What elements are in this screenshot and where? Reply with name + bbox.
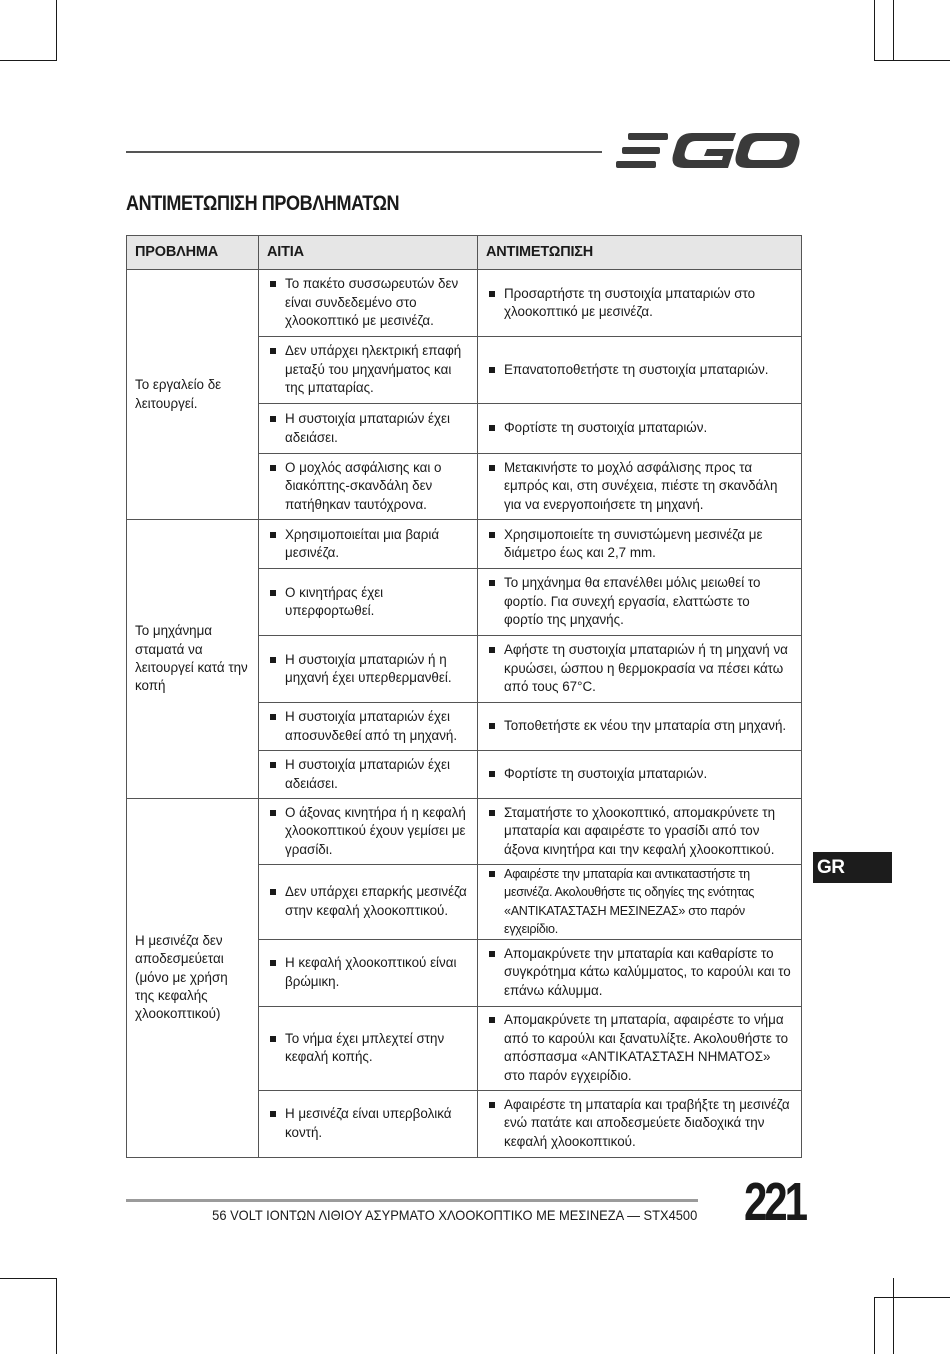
page-number: 221 xyxy=(744,1172,805,1232)
bullet-icon xyxy=(270,1036,276,1042)
crop-mark xyxy=(874,60,950,61)
bullet-icon xyxy=(489,291,495,297)
crop-mark xyxy=(893,1278,894,1354)
bullet-icon xyxy=(270,590,276,596)
cause-cell: Η συστοιχία μπαταριών έχει αδειάσει. xyxy=(259,751,478,799)
cause-cell: Δεν υπάρχει ηλεκτρική επαφή μεταξύ του μηχανήματος και της μπαταρίας. xyxy=(259,337,478,404)
bullet-icon xyxy=(270,810,276,816)
cause-cell: Η συστοιχία μπαταριών ή η μηχανή έχει υπερθερμανθεί. xyxy=(259,636,478,703)
cause-cell: Ο μοχλός ασφάλισης και ο διακόπτης-σκανδάλη δεν πατήθηκαν ταυτόχρονα. xyxy=(259,454,478,520)
header-cause: ΑΙΤΙΑ xyxy=(259,236,478,270)
solution-cell: Χρησιμοποιείτε τη συνιστώμενη μεσινέζα με διάμετρο έως και 2,7 mm. xyxy=(478,520,802,569)
header-problem: ΠΡΟΒΛΗΜΑ xyxy=(127,236,259,270)
bullet-icon xyxy=(489,951,495,957)
cause-cell: Χρησιμοποιείται μια βαριά μεσινέζα. xyxy=(259,520,478,569)
bullet-icon xyxy=(489,465,495,471)
bullet-icon xyxy=(270,532,276,538)
footer-product-title: 56 VOLT ΙΟΝΤΩΝ ΛΙΘΙΟΥ ΑΣΥΡΜΑΤΟ ΧΛΟΟΚΟΠΤΙΚΟ ΜΕ ΜΕΣΙΝΕΖΑ — STX4500 xyxy=(211,1207,697,1223)
cause-cell: Το πακέτο συσσωρευτών δεν είναι συνδεδεμένο στο χλοοκοπτικό με μεσινέζα. xyxy=(259,270,478,337)
solution-cell: Μετακινήστε το μοχλό ασφάλισης προς τα εμπρός και, στη συνέχεια, πιέστε τη σκανδάλη για να ενεργοποιήσετε τη μηχανή. xyxy=(478,454,802,520)
bullet-icon xyxy=(489,871,495,877)
solution-cell: Φορτίστε τη συστοιχία μπαταριών. xyxy=(478,751,802,799)
bullet-icon xyxy=(270,762,276,768)
cause-cell: Η συστοιχία μπαταριών έχει αδειάσει. xyxy=(259,404,478,454)
bullet-icon xyxy=(489,771,495,777)
solution-cell: Επανατοποθετήστε τη συστοιχία μπαταριών. xyxy=(478,337,802,404)
bullet-icon xyxy=(270,714,276,720)
table-row xyxy=(127,270,802,337)
solution-cell: Τοποθετήστε εκ νέου την μπαταρία στη μηχανή. xyxy=(478,703,802,751)
cause-cell: Η κεφαλή χλοοκοπτικού είναι βρώμικη. xyxy=(259,939,478,1006)
ego-logo xyxy=(616,130,801,172)
bullet-icon xyxy=(270,465,276,471)
bullet-icon xyxy=(270,1111,276,1117)
solution-cell: Φορτίστε τη συστοιχία μπαταριών. xyxy=(478,404,802,454)
cause-cell: Το νήμα έχει μπλεχτεί στην κεφαλή κοπής. xyxy=(259,1006,478,1090)
bullet-icon xyxy=(270,348,276,354)
cause-cell: Η συστοιχία μπαταριών έχει αποσυνδεθεί από τη μηχανή. xyxy=(259,703,478,751)
solution-cell: Αφαιρέστε τη μπαταρία και τραβήξτε τη μεσινέζα ενώ πατάτε και αποδεσμεύετε διαδοχικά την κεφαλή χλοοκοπτικού. xyxy=(478,1090,802,1157)
solution-cell: Σταματήστε το χλοοκοπτικό, απομακρύνετε τη μπαταρία και αφαιρέστε το γρασίδι από τον άξονα κινητήρα και την κεφαλή χλοοκοπτικού. xyxy=(478,799,802,865)
bullet-icon xyxy=(489,425,495,431)
language-tab: GR xyxy=(813,852,892,883)
bullet-icon xyxy=(489,580,495,586)
problem-cell: Το εργαλείο δε λειτουργεί. xyxy=(127,270,259,520)
crop-mark xyxy=(0,60,57,61)
problem-cell: Το μηχάνημα σταματά να λειτουργεί κατά την κοπή xyxy=(127,520,259,799)
cause-cell: Ο άξονας κινητήρα ή η κεφαλή χλοοκοπτικού έχουν γεμίσει με γρασίδι. xyxy=(259,799,478,865)
cause-cell: Δεν υπάρχει επαρκής μεσινέζα στην κεφαλή χλοοκοπτικού. xyxy=(259,865,478,940)
bullet-icon xyxy=(270,281,276,287)
crop-mark xyxy=(893,0,894,60)
crop-mark xyxy=(874,0,875,60)
table-header-row xyxy=(127,236,802,270)
footer-rule xyxy=(126,1199,698,1202)
crop-mark xyxy=(0,1278,57,1279)
bullet-icon xyxy=(489,367,495,373)
bullet-icon xyxy=(270,889,276,895)
troubleshooting-table xyxy=(126,235,802,1158)
bullet-icon xyxy=(489,1102,495,1108)
bullet-icon xyxy=(489,1017,495,1023)
header-rule xyxy=(126,151,602,153)
solution-cell: Αφαιρέστε την μπαταρία και αντικαταστήστε τη μεσινέζα. Ακολουθήστε τις οδηγίες της ενότητας «ΑΝΤΙΚΑΤΑΣΤΑΣΗ ΜΕΣΙΝΕΖΑΣ» στο παρόν εγχειρίδιο. xyxy=(478,865,802,940)
page-title: ΑΝΤΙΜΕΤΩΠΙΣΗ ΠΡΟΒΛΗΜΑΤΩΝ xyxy=(126,192,400,215)
bullet-icon xyxy=(270,416,276,422)
crop-mark xyxy=(874,1297,875,1354)
solution-cell: Απομακρύνετε την μπαταρία και καθαρίστε το συγκρότημα κάτω καλύμματος, το καρούλι και το επάνω κάλυμμα. xyxy=(478,939,802,1006)
bullet-icon xyxy=(489,810,495,816)
header-solution: ΑΝΤΙΜΕΤΩΠΙΣΗ xyxy=(478,236,802,270)
bullet-icon xyxy=(270,960,276,966)
solution-cell: Προσαρτήστε τη συστοιχία μπαταριών στο χλοοκοπτικό με μεσινέζα. xyxy=(478,270,802,337)
solution-cell: Το μηχάνημα θα επανέλθει μόλις μειωθεί το φορτίο. Για συνεχή εργασία, ελαττώστε το φορτίο της μηχανής. xyxy=(478,569,802,636)
cause-cell: Η μεσινέζα είναι υπερβολικά κοντή. xyxy=(259,1090,478,1157)
crop-mark xyxy=(56,0,57,60)
table-row xyxy=(127,520,802,569)
bullet-icon xyxy=(489,723,495,729)
bullet-icon xyxy=(489,647,495,653)
bullet-icon xyxy=(489,532,495,538)
bullet-icon xyxy=(270,657,276,663)
solution-cell: Απομακρύνετε τη μπαταρία, αφαιρέστε το νήμα από το καρούλι και ξανατυλίξτε. Ακολουθήστε το απόσπασμα «ΑΝΤΙΚΑΤΑΣΤΑΣΗ ΝΗΜΑΤΟΣ» στο παρόν εγχειρίδιο. xyxy=(478,1006,802,1090)
crop-mark xyxy=(874,1297,950,1298)
table-row xyxy=(127,799,802,865)
cause-cell: Ο κινητήρας έχει υπερφορτωθεί. xyxy=(259,569,478,636)
solution-cell: Αφήστε τη συστοιχία μπαταριών ή τη μηχανή να κρυώσει, ώσπου η θερμοκρασία να πέσει κάτω από τους 67°C. xyxy=(478,636,802,703)
crop-mark xyxy=(56,1278,57,1354)
problem-cell: Η μεσινέζα δεν αποδεσμεύεται (μόνο με χρήση της κεφαλής χλοοκοπτικού) xyxy=(127,799,259,1158)
